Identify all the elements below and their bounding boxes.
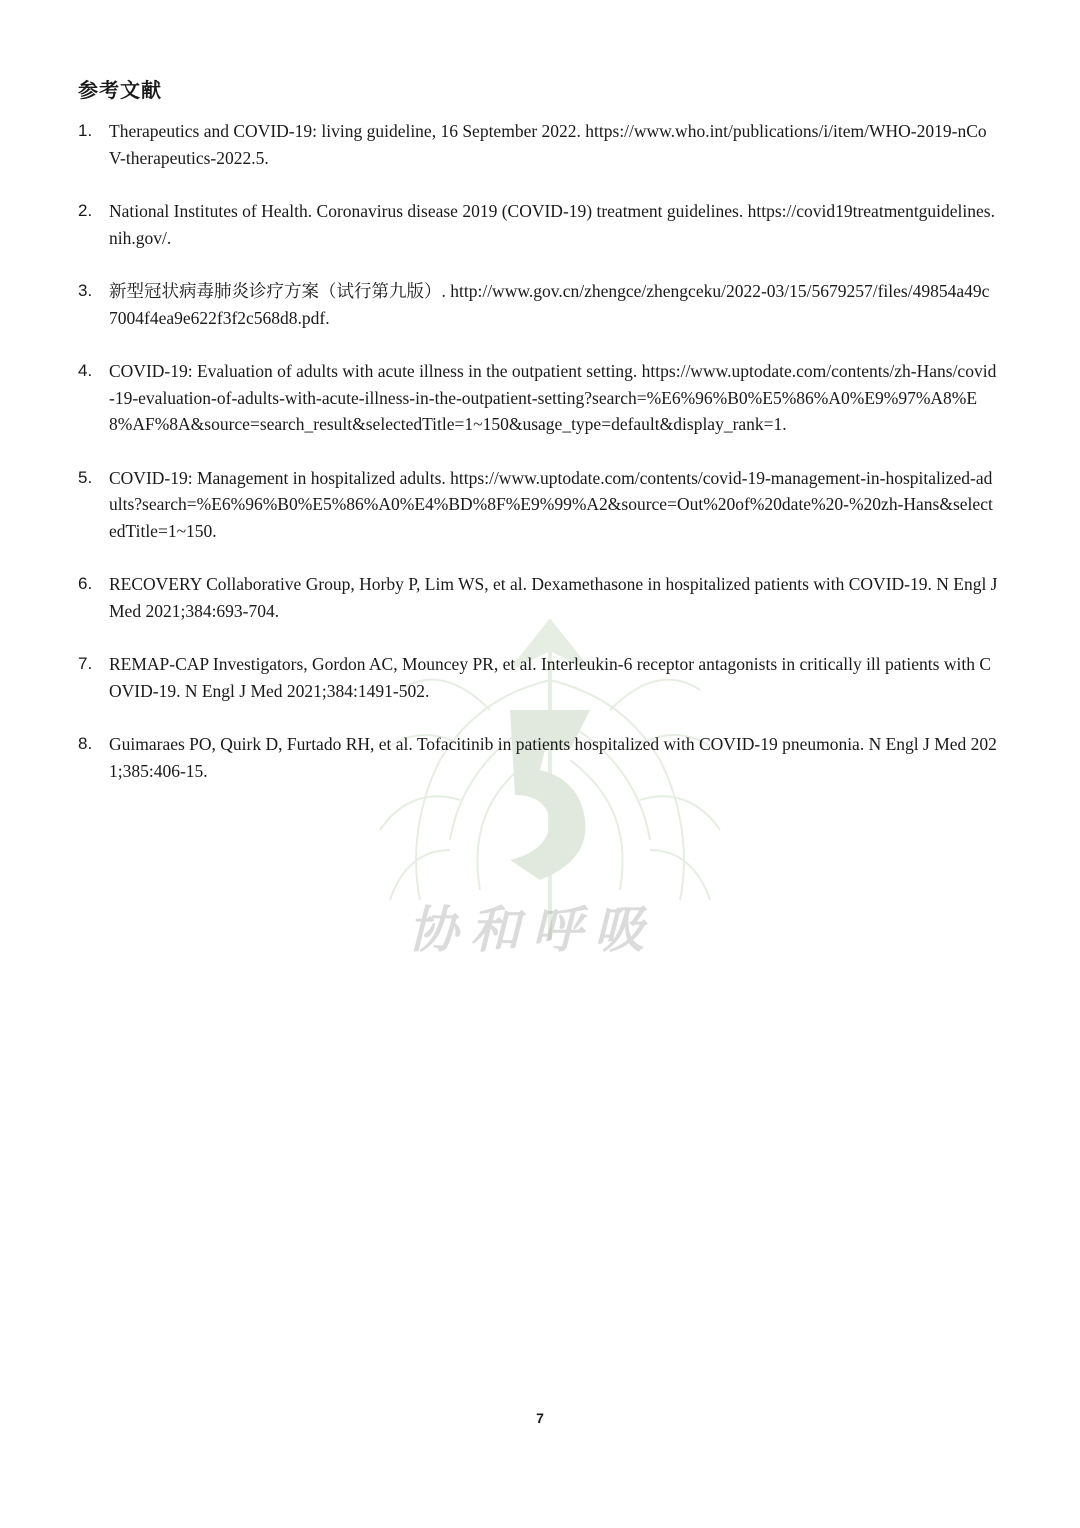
reference-item [78,118,998,171]
reference-text: Therapeutics and COVID-19: living guideline, 16 September 2022. https://www.who.int/publications/i/item/WHO-2019-nCoV-therapeutics-2022.5. [109,121,987,168]
reference-list [78,118,998,784]
reference-number: 4. [78,361,93,380]
page-number: 7 [536,1410,544,1426]
reference-item [78,571,998,624]
reference-number: 1. [78,121,93,140]
reference-number: 8. [78,734,93,753]
reference-item [78,358,998,438]
reference-number: 6. [78,574,93,593]
reference-text: REMAP-CAP Investigators, Gordon AC, Mouncey PR, et al. Interleukin-6 receptor antagonists in critically ill patients with COVID-19. N Engl J Med 2021;384:1491-502. [109,654,991,701]
reference-number: 7. [78,654,93,673]
reference-number: 2. [78,201,93,220]
reference-item [78,731,998,784]
reference-text: COVID-19: Management in hospitalized adults. https://www.uptodate.com/contents/covid-19-management-in-hospitalized-adults?search=%E6%96%B0%E5%86%A0%E4%BD%8F%E9%99%A2&source=Out%20of%20date%20-%20zh-Hans&selectedTitle=1~150. [109,467,993,541]
reference-item [78,651,998,704]
reference-text: Guimaraes PO, Quirk D, Furtado RH, et al. Tofacitinib in patients hospitalized with COVID-19 pneumonia. N Engl J Med 2021;385:406-15. [109,734,997,781]
reference-number: 3. [78,281,93,300]
references-heading: 参考文献 [78,78,162,102]
reference-number: 5. [78,467,93,487]
reference-text: RECOVERY Collaborative Group, Horby P, Lim WS, et al. Dexamethasone in hospitalized patients with COVID-19. N Engl J Med 2021;384:693-704. [109,574,998,621]
reference-text: COVID-19: Evaluation of adults with acute illness in the outpatient setting. https://www.uptodate.com/contents/zh-Hans/covid-19-evaluation-of-adults-with-acute-illness-in-the-outpatient-setting?search=%E6%96%B0%E5%86%A0%E9%97%A8%E8%AF%8A&source=search_result&selectedTitle=1~150&usage_type=default&display_rank=1. [109,361,997,434]
reference-item [78,198,998,251]
reference-item [78,465,998,545]
reference-item [78,278,998,331]
watermark-text: 协和呼吸 [408,900,656,959]
reference-text: National Institutes of Health. Coronavirus disease 2019 (COVID-19) treatment guidelines. https://covid19treatmentguidelines.nih.gov/. [109,201,995,248]
reference-text: 新型冠状病毒肺炎诊疗方案（试行第九版）. http://www.gov.cn/zhengce/zhengceku/2022-03/15/5679257/files/49854a49c7004f4ea9e622f3f2c568d8.pdf. [109,281,990,328]
